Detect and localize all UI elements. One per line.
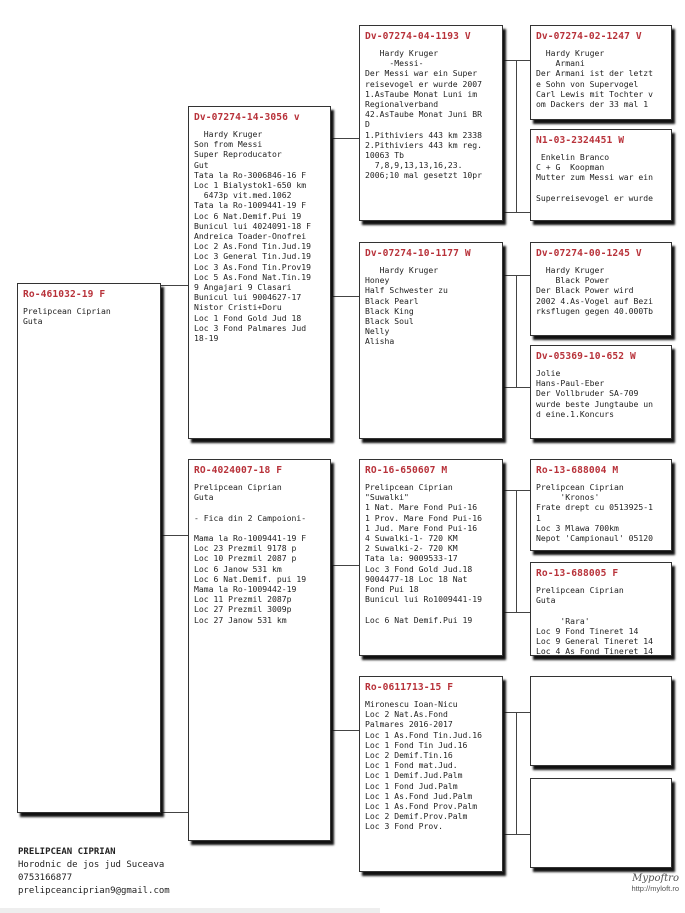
pedigree-line: Loc 23 Prezmil 9178 p [194,543,297,554]
pedigree-line: Prelipcean Ciprian [194,482,282,492]
ring-number: Ro-13-688004 M [536,465,619,476]
breeder-name: PRELIPCEAN CIPRIAN [18,847,116,857]
pedigree-line: Bunicul lui Ro1009441-19 [365,594,482,605]
pedigree-line: "Suwalki" [365,492,409,503]
pedigree-line: 2.Pithiviers 443 km reg. [365,139,482,150]
pedigree-line: Loc 1 Fond Gold Jud 18 [194,312,302,323]
pedigree-line: 1 Prov. Mare Fond Pui-16 [365,512,482,523]
watermark [631,873,679,893]
ring-number: N1-03-2324451 W [536,135,625,146]
pedigree-lines [365,265,498,347]
pedigree-line: Mama la Ro-1009441-19 F [194,533,307,544]
pedigree-lines [194,482,326,625]
connector-line [504,387,530,388]
pedigree-lines [536,482,667,543]
pedigree-line: Guta [536,595,556,606]
pedigree-line: Superreisevogel er wurde [536,192,653,203]
pedigree-lines [536,585,667,656]
pedigree-lines [536,368,667,419]
pedigree-line: Mama la Ro-1009442-19 [194,584,297,595]
pedigree-line: 7,8,9,13,13,16,23. [365,160,463,171]
ring-number: Ro-461032-19 F [23,289,106,300]
pigeon-card-main[interactable] [17,283,161,813]
connector-line [332,296,360,297]
pedigree-line: Guta [23,316,43,327]
pedigree-line: Loc 3 As.Fond Tin.Prov19 [194,261,311,272]
pigeon-card-sdd[interactable] [530,345,672,439]
pedigree-line: Bunicul lui 9004627-17 [194,292,302,303]
pedigree-line: 42.AsTaube Monat Juni BR [365,109,482,120]
pedigree-line: Hardy Kruger [536,48,605,58]
ring-number: Dv-07274-04-1193 V [365,31,471,42]
pedigree-line: Gut [194,159,209,170]
pedigree-line: Loc 1 As.Fond Tin.Jud.16 [365,729,482,740]
connector-line [332,138,360,139]
pedigree-line: Super Reproducator [194,149,282,160]
breeder-email[interactable]: prelipceanciprian9@gmail.com [18,886,170,896]
pedigree-line: Loc 2 As.Fond Tin.Jud.19 [194,241,311,252]
pedigree-line: Loc 3 Fond Gold Jud.18 [365,563,473,574]
connector-line [332,565,333,730]
pedigree-line: D [365,119,370,130]
pedigree-line: Der Armani ist der letzt [536,68,653,79]
pedigree-line: Loc 9 General Tineret 14 [536,636,653,647]
ring-number: Dv-05369-10-652 W [536,351,636,362]
pedigree-line: Enkelin Branco [536,152,610,162]
breeder-address: Horodnic de jos jud Suceava [18,860,165,870]
pedigree-line: Loc 10 Prezmil 2087 p [194,553,297,564]
pedigree-line: Black Pearl [365,295,419,306]
pedigree-line [365,604,498,614]
pedigree-lines [536,265,667,316]
pedigree-line: Loc 2 Demif.Tin.16 [365,750,453,761]
pedigree-line: Loc 3 Mlawa 700km [536,522,619,533]
pedigree-line [536,183,667,193]
pedigree-line: 1.Pithiviers 443 km 2338 [365,129,482,140]
connector-line [160,812,189,813]
pedigree-line: Tata la Ro-3006846-16 F [194,169,307,180]
pedigree-line: Honey [365,275,390,286]
pedigree-line: e Sohn von Supervogel [536,78,639,89]
pigeon-card-dds-empty[interactable] [530,676,672,766]
pedigree-line: Loc 6 Nat.Demif.Pui 19 [194,210,302,221]
pedigree-lines [365,699,498,832]
pedigree-lines [365,482,498,625]
pedigree-line: Son from Messi [194,139,263,150]
pedigree-lines [536,152,667,203]
pedigree-line: Loc 1 As.Fond Prov.Palm [365,801,478,812]
breeder-contact [18,846,170,898]
pedigree-line: om Dackers der 33 mal 1 [536,99,649,110]
connector-line [504,712,530,713]
connector-line [516,712,517,834]
connector-line [504,60,530,61]
pedigree-line: Regionalverband [365,99,439,110]
pedigree-line: C + G Koopman [536,162,605,173]
pedigree-line: 4 Suwalki-1- 720 KM [365,533,458,544]
connector-line [516,275,517,387]
pedigree-line: Mironescu Ioan-Nicu [365,699,458,709]
pigeon-card-dam[interactable] [188,459,331,841]
pedigree-line: Der Vollbruder SA-709 [536,388,639,399]
pedigree-line: Loc 3 General Tin.Jud.19 [194,251,311,262]
pedigree-line [194,523,326,533]
ring-number: Dv-07274-10-1177 W [365,248,471,259]
connector-line [332,565,360,566]
watermark-url[interactable]: http://myloft.ro [631,884,679,893]
pedigree-line: Loc 27 Janow 531 km [194,614,287,625]
pedigree-line: Loc 6 Janow 531 km [194,563,282,574]
pedigree-line: reisevogel er wurde 2007 [365,78,482,89]
pigeon-card-sire-dam[interactable] [359,242,503,439]
pedigree-line: Hardy Kruger [536,265,605,275]
pedigree-line: Prelipcean Ciprian [365,482,453,492]
pedigree-line: 10063 Tb [365,150,404,161]
pedigree-line: Andreica Toader-Onofrei [194,231,307,242]
pigeon-card-sire[interactable] [188,106,331,439]
pedigree-line: Loc 1 Bialystok1-650 km [194,180,307,191]
pedigree-line: Tata la Ro-1009441-19 F [194,200,307,211]
pedigree-line: 2002 4.As-Vogel auf Bezi [536,295,653,306]
pedigree-line: 18-19 [194,333,219,344]
pedigree-line: Loc 1 Demif.Jud.Palm [365,770,463,781]
pedigree-line: Hans-Paul-Eber [536,378,605,389]
pedigree-line: 2 Suwalki-2- 720 KM [365,543,458,554]
pedigree-line: Bunicul lui 4024091-18 F [194,220,311,231]
connector-line [504,212,530,213]
pedigree-line: 9 Angajari 9 Clasari [194,282,292,293]
pedigree-line: Loc 1 Fond mat.Jud. [365,760,458,771]
pedigree-line: Carl Lewis mit Tochter v [536,88,653,99]
pedigree-line: Half Schwester zu [365,285,448,296]
breeder-phone: 0753166877 [18,873,73,883]
pedigree-line: Nelly [365,326,390,337]
pedigree-line: Hardy Kruger [365,265,439,275]
ring-number: Dv-07274-02-1247 V [536,31,642,42]
pedigree-line: Loc 9 Fond Tineret 14 [536,625,639,636]
pedigree-line: 'Kronos' [536,492,600,503]
pedigree-line: Nepot 'Campionaul' 05120 [536,533,653,544]
pedigree-line: Prelipcean Ciprian [536,482,624,492]
pedigree-line: Loc 1 Fond Tin Jud.16 [365,739,468,750]
pedigree-line: Loc 2 Nat.As.Fond [365,709,448,720]
pedigree-line: Loc 27 Prezmil 3009p [194,604,292,615]
pedigree-line: -Messi- [365,58,424,69]
pedigree-line: Hardy Kruger [365,48,439,58]
pedigree-line: 'Rara' [536,615,590,626]
connector-line [516,60,517,212]
pedigree-line: Loc 11 Prezmil 2087p [194,594,292,605]
pedigree-line: Loc 4 As Fond Tineret 14 [536,646,653,656]
pedigree-line: Black King [365,305,414,316]
connector-line [332,138,333,296]
pedigree-line [536,605,667,615]
ring-number: Ro-13-688005 F [536,568,619,579]
pedigree-line: Nistor Cristi+Doru [194,302,282,313]
pedigree-line: Hardy Kruger [194,129,263,139]
pedigree-line: Loc 3 Fond Prov. [365,821,443,832]
ring-number: RO-4024007-18 F [194,465,283,476]
connector-line [160,285,189,286]
pedigree-line: 1 [536,512,541,523]
pedigree-line: Frate drept cu 0513925-1 [536,502,653,513]
connector-line [332,730,360,731]
pigeon-card-sire-sire[interactable] [359,25,503,221]
pedigree-line: 6473p vit.med.1062 [194,190,292,201]
ring-number: RO-16-650607 M [365,465,448,476]
pedigree-line: Prelipcean Ciprian [536,585,624,595]
pedigree-line: Loc 5 As.Fond Nat.Tin.19 [194,271,311,282]
pedigree-line: Palmares 2016-2017 [365,719,453,730]
pedigree-line: 1.AsTaube Monat Luni im [365,88,478,99]
pigeon-card-ssd[interactable] [530,129,672,221]
pedigree-line: Der Messi war ein Super [365,68,478,79]
pedigree-line: Prelipcean Ciprian [23,306,111,316]
pigeon-card-ddd-empty[interactable] [530,778,672,868]
pedigree-line: Loc 2 Demif.Prov.Palm [365,811,468,822]
pedigree-line [194,502,326,512]
pedigree-line: Loc 6 Nat Demif.Pui 19 [365,614,473,625]
pedigree-line: wurde beste Jungtaube un [536,398,653,409]
pedigree-line: 9004477-18 Loc 18 Nat [365,573,468,584]
connector-line [504,834,530,835]
connector-line [160,535,189,536]
pigeon-card-sss[interactable] [530,25,672,120]
pedigree-lines [536,48,667,109]
pedigree-line: Der Black Power wird [536,285,634,296]
pedigree-lines [194,129,326,343]
pedigree-line: Tata la: 9009533-17 [365,553,458,564]
pigeon-card-dsd[interactable] [530,562,672,656]
pedigree-line: rksflugen gegen 40.000Tb [536,305,653,316]
connector-line [504,612,530,613]
pedigree-line: Guta [194,492,214,503]
pigeon-card-dss[interactable] [530,459,672,551]
pedigree-lines [23,306,156,326]
connector-line [504,490,530,491]
pigeon-card-sds[interactable] [530,242,672,336]
pigeon-card-dam-sire[interactable] [359,459,503,656]
pedigree-line: Loc 1 Fond Jud.Palm [365,780,458,791]
pedigree-line: Loc 3 Fond Palmares Jud [194,322,307,333]
pedigree-line: Black Power [536,275,610,286]
pedigree-line: Mutter zum Messi war ein [536,172,653,183]
pedigree-line: Armani [536,58,585,69]
pedigree-line: - Fica din 2 Campoioni- [194,512,307,523]
pedigree-lines [365,48,498,181]
pigeon-card-dam-dam[interactable] [359,676,503,872]
ring-number: Ro-0611713-15 F [365,682,454,693]
ring-number: Dv-07274-14-3056 v [194,112,300,123]
connector-line [504,275,530,276]
pedigree-line: 1 Nat. Mare Fond Pui-16 [365,502,478,513]
pedigree-line: 2006;10 mal gesetzt 10pr [365,170,482,181]
pedigree-line: Black Soul [365,316,414,327]
pedigree-line: 1 Jud. Mare Fond Pui-16 [365,522,478,533]
pedigree-line: Loc 1 As.Fond Jud.Palm [365,790,473,801]
pedigree-line: Loc 6 Nat.Demif. pui 19 [194,573,307,584]
ring-number: Dv-07274-00-1245 V [536,248,642,259]
pedigree-line: Alisha [365,336,395,347]
connector-line [516,490,517,612]
pedigree-line: Fond Pui 18 [365,584,419,595]
watermark-logo: Mypoftro [632,873,679,884]
pedigree-line: d eine.1.Koncurs [536,408,614,419]
pedigree-line: Jolie [536,368,561,378]
bottom-strip [0,908,380,913]
